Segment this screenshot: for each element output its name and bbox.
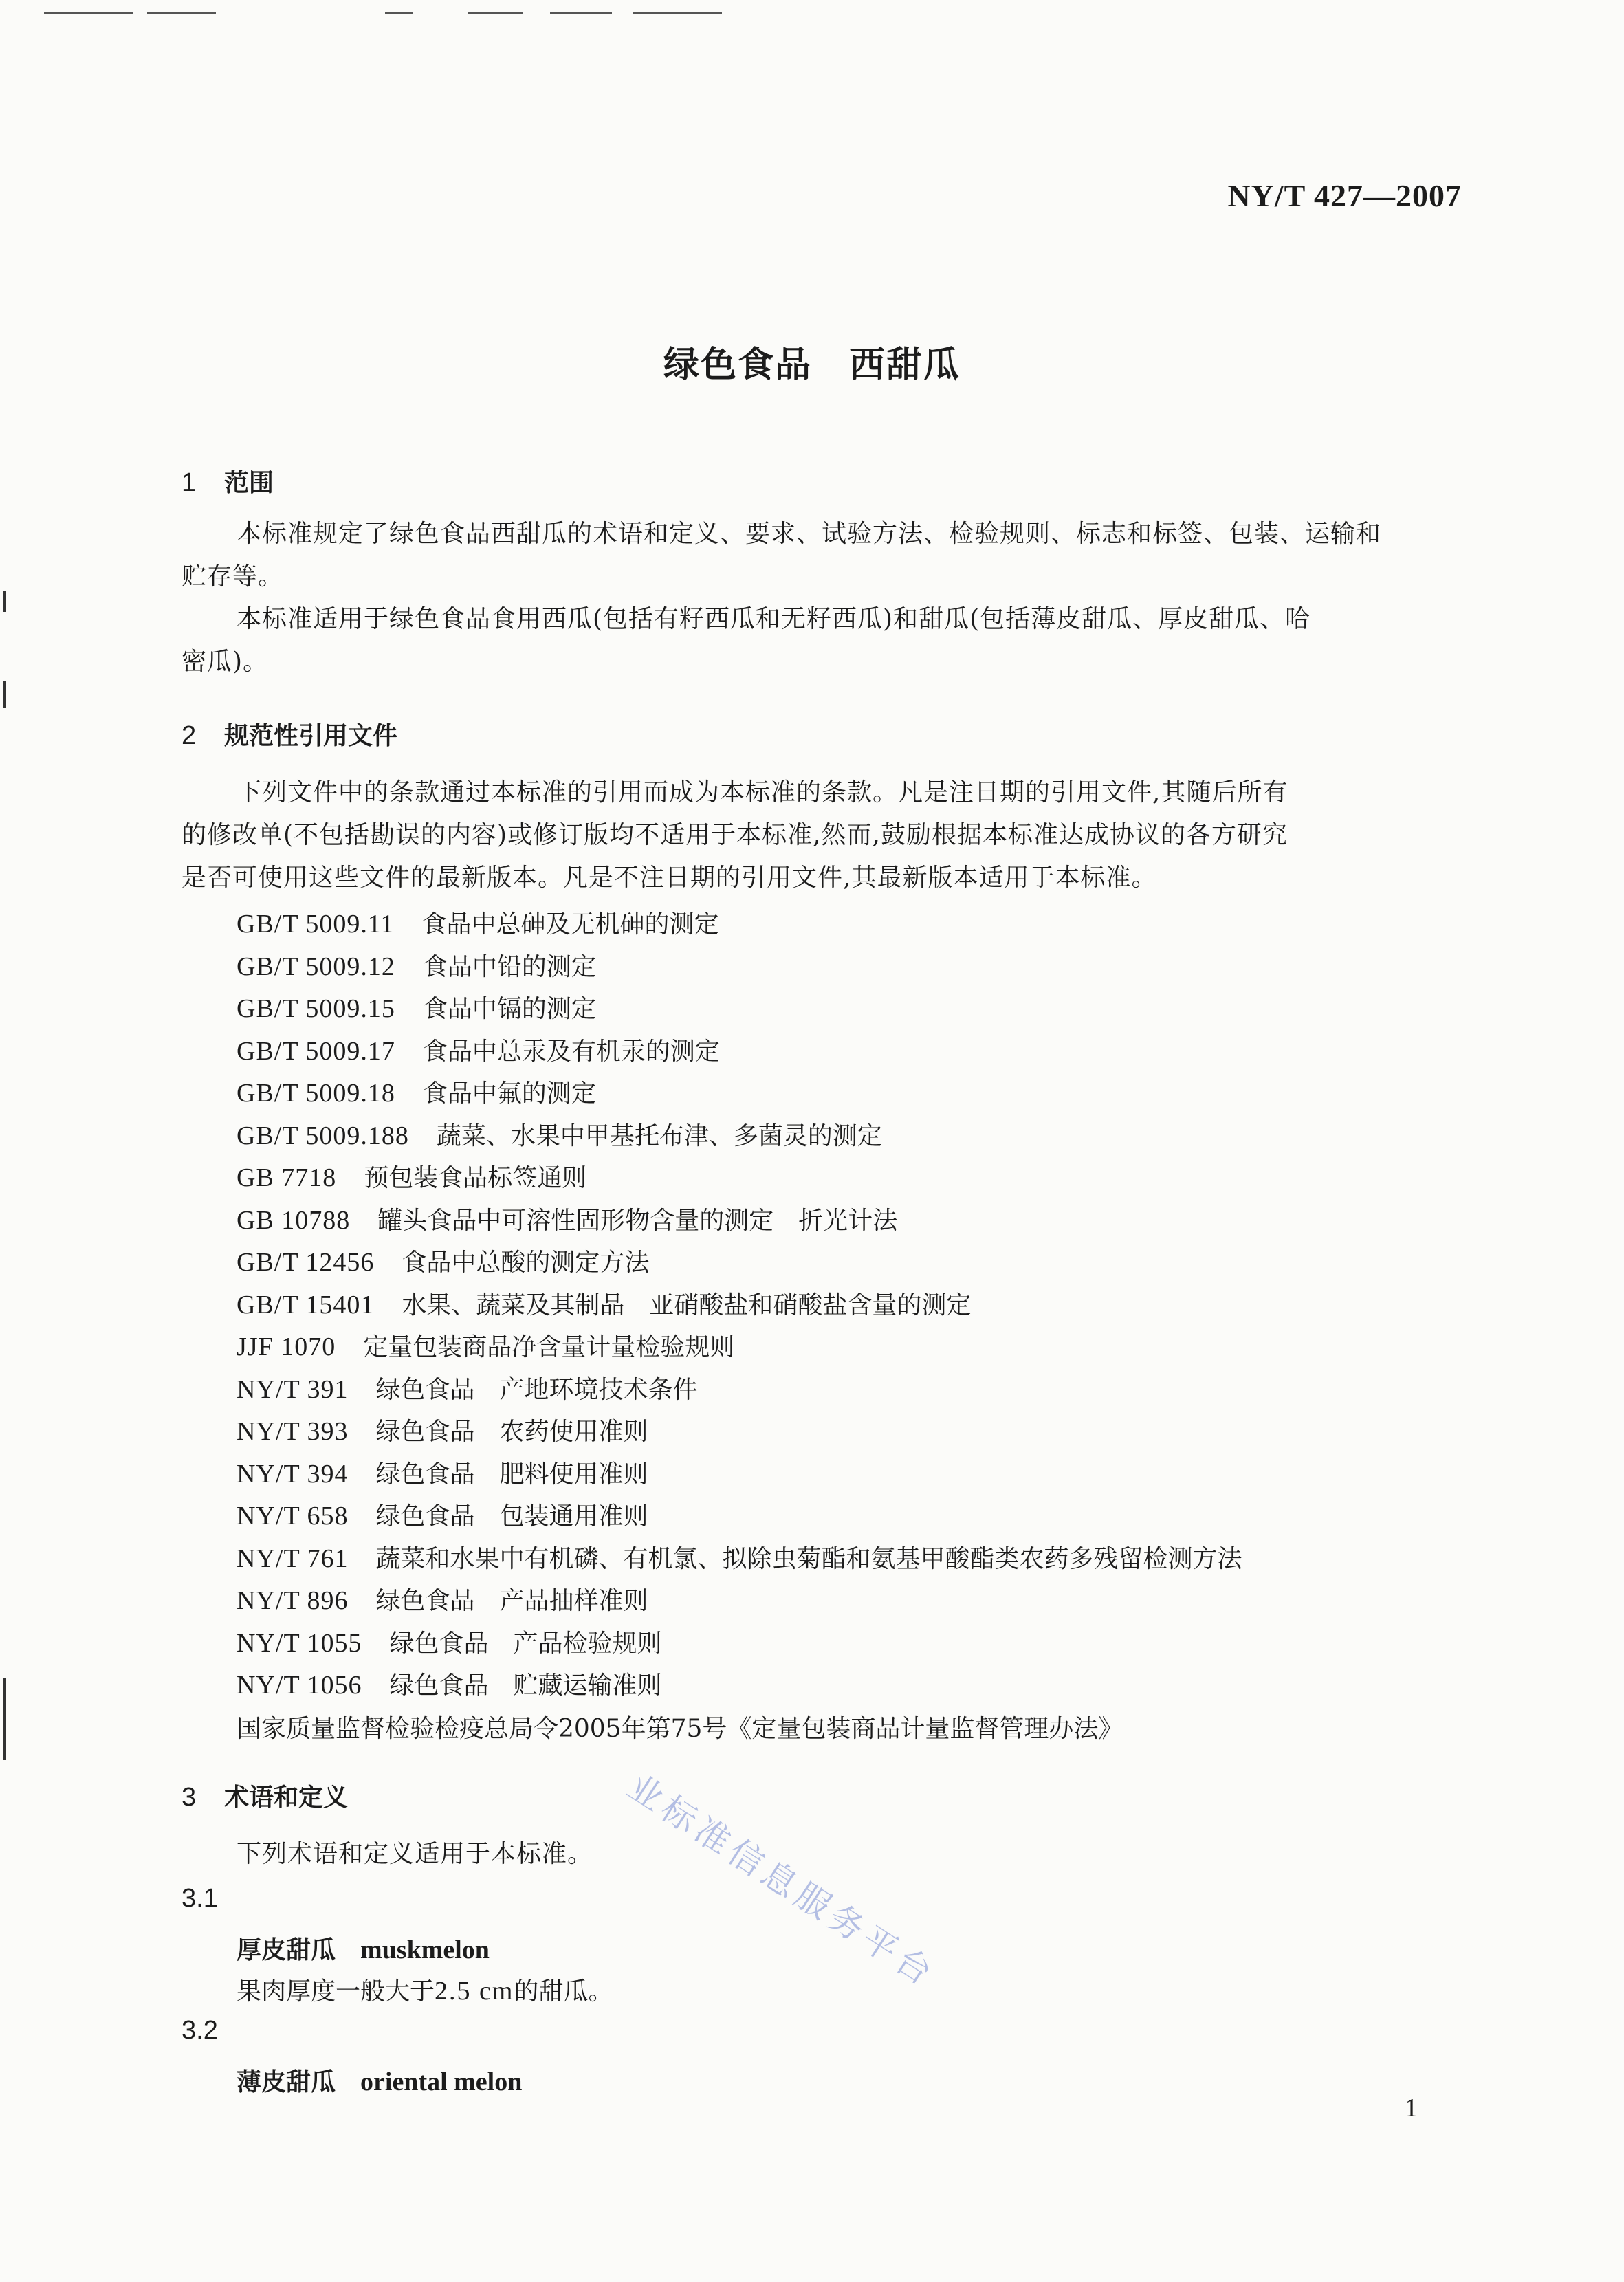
paragraph-line: 本标准规定了绿色食品西甜瓜的术语和定义、要求、试验方法、检验规则、标志和标签、包装、运输和 <box>237 520 1382 548</box>
term-english: oriental melon <box>360 2067 523 2096</box>
reference-code: GB/T 5009.15 <box>237 994 395 1023</box>
section-number: 3 <box>182 1783 197 1812</box>
reference-code: GB 7718 <box>237 1163 337 1192</box>
term-english: muskmelon <box>360 1935 490 1964</box>
section-title: 规范性引用文件 <box>224 722 398 750</box>
paragraph-line: 贮存等。 <box>182 562 284 591</box>
definition-text: 的甜瓜。 <box>514 1977 613 2006</box>
reference-item <box>237 1455 648 1490</box>
reference-item <box>237 1032 720 1067</box>
reference-code: GB/T 12456 <box>237 1248 375 1277</box>
reference-code: GB 10788 <box>237 1206 351 1235</box>
document-code: NY/T 427—2007 <box>1227 178 1462 213</box>
reference-code: NY/T 896 <box>237 1586 349 1615</box>
paragraph-line: 密瓜)。 <box>182 648 269 676</box>
section-1-heading <box>182 463 274 498</box>
section-title: 范围 <box>224 469 274 497</box>
reference-title: 食品中镉的测定 <box>422 995 596 1023</box>
term-chinese: 厚皮甜瓜 <box>237 1935 336 1964</box>
term-definition <box>237 1972 613 2007</box>
reference-item <box>237 1159 586 1194</box>
reference-item <box>237 1624 661 1659</box>
reference-item <box>237 947 596 983</box>
paragraph-line: 本标准适用于绿色食品食用西瓜(包括有籽西瓜和无籽西瓜)和甜瓜(包括薄皮甜瓜、厚皮甜瓜、哈 <box>237 605 1311 633</box>
section-3-heading <box>182 1778 348 1813</box>
reference-code: GB/T 5009.17 <box>237 1037 395 1066</box>
reference-title: 食品中总砷及无机砷的测定 <box>421 910 719 939</box>
section-number: 1 <box>182 468 197 497</box>
term-number: 3.1 <box>182 1884 218 1913</box>
page-number: 1 <box>1405 2094 1418 2122</box>
scan-mark <box>550 12 612 14</box>
reference-code: NY/T 1055 <box>237 1629 362 1658</box>
decree-reference: 国家质量监督检验检疫总局令2005年第75号《定量包装商品计量监督管理办法》 <box>237 1715 1123 1743</box>
reference-title: 绿色食品 贮藏运输准则 <box>389 1671 662 1700</box>
scan-edge-mark <box>3 591 6 612</box>
reference-title: 食品中总酸的测定方法 <box>402 1249 650 1277</box>
reference-code: GB/T 5009.188 <box>237 1121 409 1150</box>
reference-item <box>237 1117 882 1152</box>
section-number: 2 <box>182 721 197 750</box>
reference-title: 绿色食品 农药使用准则 <box>375 1418 648 1446</box>
reference-item <box>237 905 718 940</box>
reference-title: 预包装食品标签通则 <box>364 1164 587 1192</box>
reference-item <box>237 1328 734 1363</box>
scan-edge-mark <box>3 681 6 708</box>
reference-title: 食品中氟的测定 <box>422 1079 596 1108</box>
reference-title: 绿色食品 产品抽样准则 <box>375 1587 648 1615</box>
reference-item <box>237 1412 648 1447</box>
reference-title: 罐头食品中可溶性固形物含量的测定 折光计法 <box>377 1207 898 1235</box>
term-heading <box>237 1931 490 1966</box>
reference-item <box>237 989 596 1024</box>
reference-item <box>237 1201 897 1236</box>
page-title: 绿色食品 西甜瓜 <box>663 344 961 386</box>
reference-code: GB/T 5009.12 <box>237 952 395 981</box>
paragraph-line: 是否可使用这些文件的最新版本。凡是不注日期的引用文件,其最新版本适用于本标准。 <box>182 864 1157 892</box>
reference-code: NY/T 761 <box>237 1544 349 1573</box>
scan-edge-mark <box>3 1678 6 1760</box>
reference-code: GB/T 15401 <box>237 1291 375 1319</box>
reference-item <box>237 1286 971 1321</box>
scan-mark <box>44 12 133 14</box>
section-title: 术语和定义 <box>224 1784 349 1812</box>
reference-code: NY/T 1056 <box>237 1671 362 1700</box>
reference-item <box>237 1539 1242 1575</box>
scan-mark <box>468 12 523 14</box>
reference-title: 绿色食品 包装通用准则 <box>375 1502 648 1531</box>
scan-mark <box>385 12 413 14</box>
term-chinese: 薄皮甜瓜 <box>237 2067 336 2096</box>
reference-item <box>237 1074 596 1109</box>
reference-item <box>237 1581 648 1616</box>
reference-title: 蔬菜和水果中有机磷、有机氯、拟除虫菊酯和氨基甲酸酯类农药多残留检测方法 <box>375 1545 1242 1573</box>
reference-item <box>237 1370 697 1405</box>
paragraph-line: 的修改单(不包括勘误的内容)或修订版均不适用于本标准,然而,鼓励根据本标准达成协议的各方研究 <box>182 821 1288 849</box>
term-heading <box>237 2063 522 2098</box>
definition-value: 2.5 cm <box>435 1977 514 2006</box>
reference-code: GB/T 5009.11 <box>237 910 395 939</box>
definition-text: 果肉厚度一般大于 <box>237 1977 435 2006</box>
paragraph-line: 下列文件中的条款通过本标准的引用而成为本标准的条款。凡是注日期的引用文件,其随后所有 <box>237 778 1288 807</box>
reference-code: GB/T 5009.18 <box>237 1079 395 1108</box>
reference-code: JJF 1070 <box>237 1332 336 1361</box>
reference-title: 食品中铅的测定 <box>422 953 596 981</box>
reference-code: NY/T 391 <box>237 1375 349 1404</box>
reference-item <box>237 1497 648 1532</box>
reference-title: 绿色食品 产品检验规则 <box>389 1630 662 1658</box>
reference-title: 水果、蔬菜及其制品 亚硝酸盐和硝酸盐含量的测定 <box>402 1291 972 1319</box>
reference-item <box>237 1666 661 1701</box>
watermark: 业标准信息服务平台 <box>620 1766 943 1996</box>
scan-mark <box>147 12 216 14</box>
scan-mark <box>633 12 722 14</box>
reference-title: 定量包装商品净含量计量检验规则 <box>363 1333 735 1361</box>
paragraph-line: 下列术语和定义适用于本标准。 <box>237 1840 593 1868</box>
section-2-heading <box>182 716 397 751</box>
reference-title: 食品中总汞及有机汞的测定 <box>422 1038 720 1066</box>
reference-code: NY/T 393 <box>237 1417 349 1446</box>
reference-title: 绿色食品 产地环境技术条件 <box>375 1376 698 1404</box>
reference-title: 绿色食品 肥料使用准则 <box>375 1460 648 1489</box>
reference-code: NY/T 394 <box>237 1460 349 1489</box>
reference-code: NY/T 658 <box>237 1502 349 1531</box>
reference-item <box>237 1243 649 1278</box>
term-number: 3.2 <box>182 2016 218 2045</box>
reference-title: 蔬菜、水果中甲基托布津、多菌灵的测定 <box>436 1122 882 1150</box>
